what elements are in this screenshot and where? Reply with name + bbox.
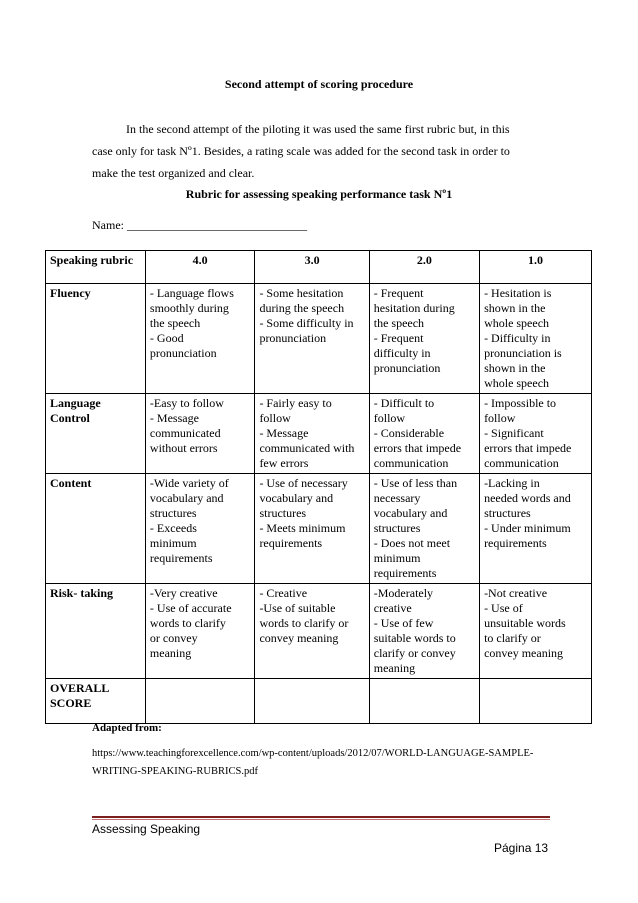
cell-text-line: communication [373,456,449,470]
cell-text-line: or convey [149,631,198,645]
cell-text-line: structures [484,506,531,520]
cell-text-line: convey meaning [484,646,564,660]
cell-text-line: communication [484,456,559,470]
table-row [46,584,592,679]
rubric-cell [145,394,255,474]
rubric-cell [369,474,479,584]
cell-text-line: - Good [149,331,184,345]
paragraph-line: case only for task Nº1. Besides, a rating scale was added for the second task in order to [92,144,510,158]
cell-text-line: - Impossible to [484,396,557,410]
header-score-cell: 2.0 [369,251,479,284]
cell-text-line: pronunciation is [484,346,562,360]
cell-text-line: - Frequent [373,331,424,345]
cell-text-line: -Not creative [484,586,548,600]
cell-text-line: - Difficulty in [484,331,551,345]
cell-text-line: - Some difficulty in [259,316,354,330]
table-row [46,284,592,394]
cell-text-line: - Message [149,411,199,425]
cell-text-line: -Wide variety of [149,476,229,490]
cell-text-line: - Exceeds [149,521,197,535]
rubric-cell [480,394,592,474]
cell-text-line: - Language flows [149,286,234,300]
cell-text-line: -Use of suitable [259,601,336,615]
cell-text-line: - Under minimum [484,521,571,535]
rubric-cell [369,584,479,679]
cell-text-line: during the speech [259,301,345,315]
cell-text-line: - Frequent [373,286,424,300]
cell-text-line: to clarify or [484,631,541,645]
rubric-cell [145,584,255,679]
cell-text-line: - Use of necessary [259,476,348,490]
rubric-cell [480,284,592,394]
cell-text-line: - Considerable [373,426,445,440]
cell-text-line: minimum [149,536,197,550]
cell-text-line: pronunciation [259,331,327,345]
cell-text-line: shown in the [484,301,546,315]
adapted-from-label: Adapted from: [92,722,162,734]
cell-text-line: whole speech [484,376,550,390]
cell-text-line: - Meets minimum [259,521,346,535]
cell-text-line: difficulty in [373,346,431,360]
header-score-cell: 4.0 [145,251,255,284]
cell-text-line: the speech [373,316,425,330]
cell-text-line: - Use of [484,601,523,615]
cell-text-line: shown in the [484,361,546,375]
cell-text-line: unsuitable words [484,616,566,630]
cell-text-line: - Difficult to [373,396,435,410]
cell-text-line: errors that impede [484,441,572,455]
cell-text-line: minimum [373,551,421,565]
cell-text-line: - Creative [259,586,308,600]
cell-text-line: requirements [484,536,547,550]
cell-text-line: creative [373,601,412,615]
rubric-title: Rubric for assessing speaking performance task Nº1 [185,187,453,201]
cell-text-line: meaning [373,661,416,675]
page-heading: Second attempt of scoring procedure [224,77,414,91]
cell-text-line: - Use of few [373,616,434,630]
rubric-cell [145,474,255,584]
cell-text-line: -Easy to follow [149,396,224,410]
cell-text-line: smoothly during [149,301,229,315]
cell-text-line: vocabulary and [259,491,334,505]
cell-text-line: needed words and [484,491,571,505]
source-url: https://www.teachingforexcellence.com/wp-content/uploads/2012/07/WORLD-LANGUAGE-SAMPLE-WRITING-SPEAKING-RUBRICS.pdf [92,748,534,777]
intro-paragraph [92,118,562,184]
cell-text-line: vocabulary and [373,506,448,520]
criterion-label: Language Control [46,394,146,474]
criterion-label: Fluency [46,284,146,394]
header-score-cell: 1.0 [480,251,592,284]
rubric-cell [480,474,592,584]
table-row [46,474,592,584]
rubric-cell [255,584,369,679]
name-field-line: Name: ______________________________ [92,218,307,232]
cell-text-line: structures [149,506,197,520]
cell-text-line: - Some hesitation [259,286,344,300]
criterion-label: Content [46,474,146,584]
cell-text-line: -Moderately [373,586,434,600]
cell-text-line: errors that impede [373,441,462,455]
cell-text-line: requirements [373,566,437,580]
cell-text-line: vocabulary and [149,491,224,505]
rubric-cell [369,679,479,724]
rubric-table [45,250,592,724]
cell-text-line: - Use of less than [373,476,458,490]
cell-text-line: - Fairly easy to [259,396,332,410]
cell-text-line: suitable words to [373,631,456,645]
cell-text-line: -Very creative [149,586,218,600]
cell-text-line: necessary [373,491,421,505]
cell-text-line: follow [373,411,406,425]
table-row [46,394,592,474]
criterion-label: Risk- taking [46,584,146,679]
table-header-row [46,251,592,284]
footer-divider-thin [92,819,550,820]
cell-text-line: communicated [149,426,221,440]
cell-text-line: hesitation during [373,301,455,315]
rubric-cell [255,679,369,724]
rubric-cell [145,679,255,724]
rubric-cell [480,679,592,724]
cell-text-line: requirements [259,536,323,550]
rubric-cell [369,284,479,394]
cell-text-line: pronunciation [149,346,217,360]
cell-text-line: clarify or convey [373,646,456,660]
footer-title: Assessing Speaking [92,822,201,836]
cell-text-line: without errors [149,441,218,455]
paragraph-line: make the test organized and clear. [92,166,255,180]
cell-text-line: words to clarify [149,616,226,630]
cell-text-line: structures [259,506,307,520]
rubric-cell [145,284,255,394]
cell-text-line: words to clarify or [259,616,349,630]
cell-text-line: structures [373,521,421,535]
cell-text-line: communicated with [259,441,355,455]
footer-divider [92,816,550,818]
cell-text-line: whole speech [484,316,550,330]
cell-text-line: - Message [259,426,309,440]
cell-text-line: - Does not meet [373,536,451,550]
cell-text-line: - Hesitation is [484,286,552,300]
cell-text-line: follow [259,411,291,425]
cell-text-line: -Lacking in [484,476,540,490]
paragraph-line: In the second attempt of the piloting it was used the same first rubric but, in this [126,122,510,136]
cell-text-line: - Use of accurate [149,601,232,615]
header-score-cell: 3.0 [255,251,369,284]
rubric-cell [255,474,369,584]
cell-text-line: pronunciation [373,361,441,375]
table-row [46,679,592,724]
rubric-cell [255,284,369,394]
cell-text-line: follow [484,411,516,425]
cell-text-line: the speech [149,316,201,330]
cell-text-line: convey meaning [259,631,339,645]
page-number: Página 13 [494,841,549,855]
cell-text-line: meaning [149,646,192,660]
rubric-cell [480,584,592,679]
criterion-label: OVERALL SCORE [46,679,146,724]
header-criterion-cell: Speaking rubric [46,251,146,284]
cell-text-line: requirements [149,551,213,565]
rubric-cell [255,394,369,474]
cell-text-line: few errors [259,456,309,470]
rubric-cell [369,394,479,474]
cell-text-line: - Significant [484,426,544,440]
